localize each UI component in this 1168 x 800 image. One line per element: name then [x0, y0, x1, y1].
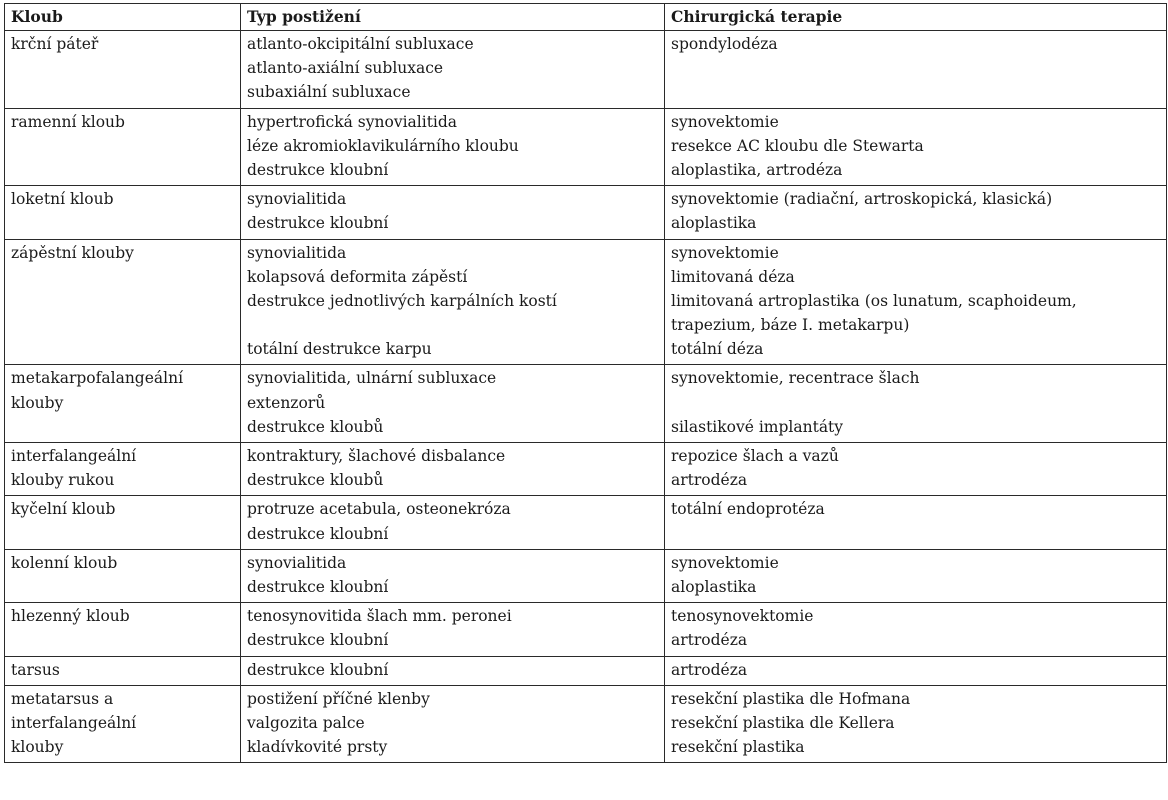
condition-cell	[241, 365, 665, 443]
cell-text-line: kontraktury, šlachové disbalance	[247, 447, 506, 465]
joint-cell	[5, 365, 241, 443]
table-row	[5, 239, 1167, 365]
cell-text-line: totální destrukce karpu	[247, 340, 432, 359]
cell-text-line: destrukce jednotlivých karpálních kostí	[247, 291, 557, 310]
cell-text-line: spondylodéza	[671, 35, 778, 53]
table-row	[5, 443, 1167, 496]
table-row	[5, 108, 1167, 186]
cell-text-line: klouby rukou	[11, 471, 115, 490]
therapy-cell	[665, 31, 1167, 109]
cell-text-line: synovektomie (radiační, artroskopická, klasická)	[671, 190, 1053, 209]
table-row	[5, 549, 1167, 602]
table-row	[5, 496, 1167, 549]
cell-text-line: interfalangeální	[11, 447, 137, 465]
cell-text-line: synovialitida, ulnární subluxace	[247, 369, 497, 388]
cell-text-line: subaxiální subluxace	[247, 83, 411, 102]
therapy-cell	[665, 186, 1167, 239]
cell-text-line: hypertrofická synovialitida	[247, 112, 458, 131]
cell-text-line: kolenní kloub	[11, 553, 118, 572]
cell-text-line: metatarsus a	[11, 689, 114, 708]
cell-text-line: synovialitida	[247, 243, 347, 262]
cell-text-line: resekce AC kloubu dle Stewarta	[671, 136, 924, 155]
condition-cell	[241, 186, 665, 239]
therapy-cell	[665, 443, 1167, 496]
cell-text-line: artrodéza	[671, 471, 748, 490]
joint-cell	[5, 496, 241, 549]
joint-cell	[5, 239, 241, 365]
cell-text-line: hlezenný kloub	[11, 607, 130, 626]
condition-cell	[241, 108, 665, 186]
joint-cell	[5, 685, 241, 763]
column-header-kloub: Kloub	[5, 4, 241, 31]
cell-text-line: limitovaná déza	[671, 267, 795, 286]
joint-cell	[5, 443, 241, 496]
cell-text-line: klouby	[11, 393, 64, 412]
table-row	[5, 656, 1167, 685]
cell-text-line: valgozita palce	[247, 713, 365, 732]
cell-text-line	[671, 80, 1160, 104]
cell-text-line: extenzorů	[247, 393, 326, 412]
condition-cell	[241, 603, 665, 656]
cell-text-line: tenosynovektomie	[671, 607, 814, 626]
cell-text-line: léze akromioklavikulárního kloubu	[247, 136, 519, 155]
cell-text-line	[247, 313, 658, 337]
cell-text-line: kolapsová deformita zápěstí	[247, 267, 468, 286]
cell-text-line: zápěstní klouby	[11, 243, 134, 262]
header-row	[5, 4, 1167, 31]
cell-text-line: postižení příčné klenby	[247, 689, 430, 708]
table-body	[5, 31, 1167, 763]
cell-text-line: synovektomie	[671, 243, 779, 262]
cell-text-line: aloplastika	[671, 577, 757, 596]
therapy-cell	[665, 239, 1167, 365]
cell-text-line: repozice šlach a vazů	[671, 447, 839, 465]
cell-text-line: aloplastika, artrodéza	[671, 160, 843, 179]
therapy-cell	[665, 365, 1167, 443]
cell-text-line: totální endoprotéza	[671, 500, 825, 519]
condition-cell	[241, 549, 665, 602]
cell-text-line: kladívkovité prsty	[247, 738, 388, 757]
cell-text-line: destrukce kloubní	[247, 160, 389, 179]
table-row	[5, 186, 1167, 239]
cell-text-line: interfalangeální	[11, 713, 137, 732]
cell-text-line: synovektomie	[671, 553, 779, 572]
cell-text-line: klouby	[11, 738, 64, 757]
cell-text-line	[671, 56, 1160, 80]
cell-text-line: synovektomie	[671, 112, 779, 131]
cell-text-line	[671, 522, 1160, 546]
condition-cell	[241, 685, 665, 763]
cell-text-line: synovialitida	[247, 190, 347, 209]
cell-text-line: destrukce kloubů	[247, 417, 384, 436]
column-header-chirurgicka-terapie: Chirurgická terapie	[665, 4, 1167, 31]
therapy-cell	[665, 685, 1167, 763]
cell-text-line: totální déza	[671, 340, 764, 359]
therapy-cell	[665, 496, 1167, 549]
joint-cell	[5, 186, 241, 239]
cell-text-line: tarsus	[11, 660, 60, 679]
joint-cell	[5, 656, 241, 685]
cell-text-line: aloplastika	[671, 214, 757, 233]
cell-text-line: tenosynovitida šlach mm. peronei	[247, 607, 512, 626]
cell-text-line: synovektomie, recentrace šlach	[671, 369, 920, 388]
table-row	[5, 31, 1167, 109]
condition-cell	[241, 496, 665, 549]
table-row	[5, 685, 1167, 763]
joint-surgery-table	[4, 3, 1167, 763]
cell-text-line: silastikové implantáty	[671, 417, 844, 436]
cell-text-line	[671, 391, 1160, 415]
cell-text-line: ramenní kloub	[11, 112, 125, 131]
cell-text-line: destrukce kloubní	[247, 214, 389, 233]
joint-cell	[5, 603, 241, 656]
condition-cell	[241, 239, 665, 365]
table-row	[5, 603, 1167, 656]
therapy-cell	[665, 108, 1167, 186]
cell-text-line: destrukce kloubní	[247, 524, 389, 543]
therapy-cell	[665, 656, 1167, 685]
cell-text-line: trapezium, báze I. metakarpu)	[671, 316, 910, 335]
joint-cell	[5, 108, 241, 186]
column-header-typ-postizeni: Typ postižení	[241, 4, 665, 31]
therapy-cell	[665, 549, 1167, 602]
cell-text-line: artrodéza	[671, 631, 748, 650]
condition-cell	[241, 31, 665, 109]
cell-text-line: metakarpofalangeální	[11, 369, 184, 388]
cell-text-line: protruze acetabula, osteonekróza	[247, 500, 511, 519]
cell-text-line: synovialitida	[247, 553, 347, 572]
joint-cell	[5, 31, 241, 109]
cell-text-line: kyčelní kloub	[11, 500, 116, 519]
condition-cell	[241, 656, 665, 685]
cell-text-line: destrukce kloubní	[247, 660, 389, 679]
therapy-cell	[665, 603, 1167, 656]
condition-cell	[241, 443, 665, 496]
joint-cell	[5, 549, 241, 602]
cell-text-line: destrukce kloubů	[247, 471, 384, 490]
cell-text-line: artrodéza	[671, 660, 748, 679]
cell-text-line: destrukce kloubní	[247, 577, 389, 596]
cell-text-line: resekční plastika	[671, 738, 805, 757]
cell-text-line: atlanto-axiální subluxace	[247, 59, 444, 78]
cell-text-line: krční páteř	[11, 35, 99, 53]
table-row	[5, 365, 1167, 443]
cell-text-line: destrukce kloubní	[247, 631, 389, 650]
cell-text-line: limitovaná artroplastika (os lunatum, scaphoideum,	[671, 291, 1077, 310]
cell-text-line: loketní kloub	[11, 190, 114, 209]
cell-text-line: atlanto-okcipitální subluxace	[247, 35, 474, 53]
cell-text-line: resekční plastika dle Hofmana	[671, 689, 911, 708]
cell-text-line: resekční plastika dle Kellera	[671, 713, 895, 732]
